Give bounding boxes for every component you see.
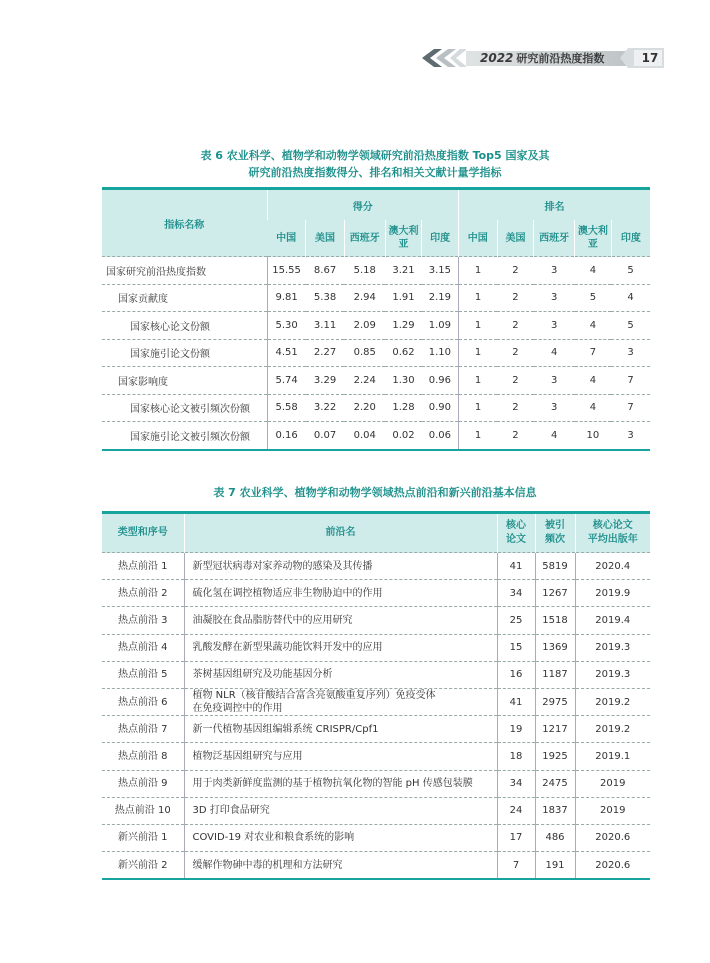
- front-type: 热点前沿 3: [102, 607, 184, 634]
- rank-cell: 3: [611, 422, 650, 450]
- cited-line1: 被引: [545, 520, 565, 531]
- rank-cell: 1: [458, 422, 497, 450]
- score-cell: 1.91: [385, 284, 422, 312]
- table7-header-type: 类型和序号: [102, 514, 184, 553]
- mean-year: 2019.2: [575, 688, 650, 715]
- table6-body: [102, 257, 650, 450]
- score-cell: 1.09: [422, 312, 459, 340]
- table6-caption-line2: 研究前沿热度指数得分、排名和相关文献计量学指标: [248, 166, 502, 179]
- report-year: 2022: [480, 51, 514, 65]
- mean-year: 2019.2: [575, 716, 650, 743]
- mean-year: 2020.6: [575, 824, 650, 851]
- core-papers: 7: [497, 852, 535, 880]
- front-title: 植物泛基因组研究与应用: [192, 750, 303, 762]
- mean-year: 2019.4: [575, 607, 650, 634]
- rank-cell: 4: [534, 339, 575, 367]
- front-title-cell: [184, 716, 497, 743]
- citations: 5819: [535, 553, 575, 580]
- rank-cell: 2: [497, 284, 534, 312]
- core-papers: 25: [497, 607, 535, 634]
- core-papers: 34: [497, 770, 535, 797]
- mean-year: 2019: [575, 797, 650, 824]
- indicator-label: 国家贡献度: [102, 284, 267, 312]
- table-row: [102, 716, 650, 743]
- score-cell: 1.30: [385, 367, 422, 395]
- mean-year: 2019.3: [575, 634, 650, 661]
- table-row: [102, 743, 650, 770]
- citations: 1369: [535, 634, 575, 661]
- citations: 1217: [535, 716, 575, 743]
- front-type: 新兴前沿 1: [102, 824, 184, 851]
- rank-cell: 5: [611, 257, 650, 285]
- table-row: [102, 553, 650, 580]
- front-title: 油凝胶在食品脂肪替代中的应用研究: [192, 614, 353, 626]
- front-title-cell: [184, 580, 497, 607]
- report-name: 研究前沿热度指数: [516, 52, 605, 65]
- rank-cell: 1: [458, 312, 497, 340]
- table-row: [102, 770, 650, 797]
- table-row: [102, 422, 650, 450]
- table-row: [102, 852, 650, 880]
- table-row: [102, 824, 650, 851]
- indicator-label: 国家研究前沿热度指数: [102, 257, 267, 285]
- rank-cell: 2: [497, 422, 534, 450]
- citations: 1925: [535, 743, 575, 770]
- table6-caption: [100, 147, 650, 181]
- score-cell: 5.18: [344, 257, 385, 285]
- rank-cell: 4: [575, 312, 612, 340]
- score-cell: 0.06: [422, 422, 459, 450]
- score-cell: 2.20: [344, 394, 385, 422]
- front-title-cell: [184, 852, 497, 880]
- front-title: 3D 打印食品研究: [192, 805, 270, 817]
- rank-cell: 4: [575, 394, 612, 422]
- core-line2: 论文: [506, 534, 526, 545]
- rank-cell: 7: [611, 367, 650, 395]
- core-papers: 34: [497, 580, 535, 607]
- front-title: 新一代植物基因组编辑系统 CRISPR/Cpf1: [192, 723, 379, 735]
- core-papers: 17: [497, 824, 535, 851]
- score-cell: 0.07: [306, 422, 345, 450]
- score-cell: 5.30: [267, 312, 306, 340]
- front-title-cell: [184, 661, 497, 688]
- score-cell: 0.85: [344, 339, 385, 367]
- table-row: [102, 688, 650, 715]
- front-type: 热点前沿 5: [102, 661, 184, 688]
- table6-caption-line1: 表 6 农业科学、植物学和动物学领域研究前沿热度指数 Top5 国家及其: [200, 149, 550, 162]
- score-cell: 5.58: [267, 394, 306, 422]
- mean-year: 2019.3: [575, 661, 650, 688]
- score-cell: 3.29: [306, 367, 345, 395]
- table6-country-score: 中国: [267, 220, 306, 257]
- table6-header-score: 得分: [267, 190, 458, 220]
- mean-year: 2019: [575, 770, 650, 797]
- mean-year: 2020.4: [575, 553, 650, 580]
- rank-cell: 4: [611, 284, 650, 312]
- front-title-cell: [184, 607, 497, 634]
- score-cell: 0.04: [344, 422, 385, 450]
- front-type: 新兴前沿 2: [102, 852, 184, 880]
- page-number: 17: [641, 51, 659, 65]
- indicator-label: 国家核心论文份额: [102, 312, 267, 340]
- table6-country-score: 西班牙: [344, 220, 385, 257]
- score-cell: 2.27: [306, 339, 345, 367]
- mean-year: 2019.9: [575, 580, 650, 607]
- front-type: 热点前沿 9: [102, 770, 184, 797]
- year-line1: 核心论文: [592, 520, 633, 531]
- table7-header-core: [497, 514, 535, 553]
- score-cell: 2.09: [344, 312, 385, 340]
- table6-country-rank: 西班牙: [534, 220, 575, 257]
- citations: 1187: [535, 661, 575, 688]
- table-row: [102, 394, 650, 422]
- table-row: [102, 580, 650, 607]
- table6-country-rank: 印度: [611, 220, 650, 257]
- rank-cell: 4: [534, 422, 575, 450]
- core-papers: 41: [497, 688, 535, 715]
- front-title-line2: 在免疫调控中的作用: [192, 703, 283, 715]
- rank-cell: 3: [534, 312, 575, 340]
- rank-cell: 2: [497, 312, 534, 340]
- front-title: 硫化氢在调控植物适应非生物胁迫中的作用: [192, 587, 383, 599]
- rank-cell: 5: [575, 284, 612, 312]
- table-row: [102, 312, 650, 340]
- rank-cell: 4: [575, 257, 612, 285]
- score-cell: 1.10: [422, 339, 459, 367]
- front-type: 热点前沿 6: [102, 688, 184, 715]
- front-type: 热点前沿 8: [102, 743, 184, 770]
- score-cell: 3.21: [385, 257, 422, 285]
- front-title-cell: [184, 688, 497, 715]
- front-title: 植物 NLR（核苷酸结合富含亮氨酸重复序列）免疫受体: [192, 690, 436, 702]
- rank-cell: 10: [575, 422, 612, 450]
- table6-country-rank: 澳大利亚: [575, 220, 612, 257]
- indicator-label: 国家施引论文份额: [102, 339, 267, 367]
- double-chevron-left-icon: [420, 49, 466, 67]
- page-header: [420, 45, 660, 71]
- table6-country-score: 美国: [306, 220, 345, 257]
- front-title: 乳酸发酵在新型果蔬功能饮料开发中的应用: [192, 642, 383, 654]
- table7-header-year: [575, 514, 650, 553]
- front-title-cell: [184, 770, 497, 797]
- rank-cell: 1: [458, 339, 497, 367]
- front-title-cell: [184, 824, 497, 851]
- score-cell: 0.02: [385, 422, 422, 450]
- core-papers: 24: [497, 797, 535, 824]
- rank-cell: 2: [497, 339, 534, 367]
- front-title-cell: [184, 743, 497, 770]
- table6-country-score: 印度: [422, 220, 459, 257]
- rank-cell: 1: [458, 394, 497, 422]
- table6-country-score: 澳大利亚: [385, 220, 422, 257]
- front-title-cell: [184, 553, 497, 580]
- table-row: [102, 339, 650, 367]
- rank-cell: 7: [611, 394, 650, 422]
- front-type: 热点前沿 1: [102, 553, 184, 580]
- header-title-bar: [466, 51, 626, 66]
- table-row: [102, 284, 650, 312]
- score-cell: 9.81: [267, 284, 306, 312]
- citations: 191: [535, 852, 575, 880]
- front-title: COVID-19 对农业和粮食系统的影响: [192, 832, 355, 844]
- cited-line2: 频次: [545, 534, 565, 545]
- front-type: 热点前沿 4: [102, 634, 184, 661]
- citations: 1837: [535, 797, 575, 824]
- rank-cell: 2: [497, 257, 534, 285]
- mean-year: 2019.1: [575, 743, 650, 770]
- core-papers: 19: [497, 716, 535, 743]
- citations: 2475: [535, 770, 575, 797]
- front-title: 茶树基因组研究及功能基因分析: [192, 669, 333, 681]
- rank-cell: 3: [534, 367, 575, 395]
- score-cell: 0.62: [385, 339, 422, 367]
- core-papers: 15: [497, 634, 535, 661]
- rank-cell: 3: [534, 257, 575, 285]
- citations: 2975: [535, 688, 575, 715]
- score-cell: 1.28: [385, 394, 422, 422]
- table-row: [102, 257, 650, 285]
- score-cell: 4.51: [267, 339, 306, 367]
- score-cell: 2.24: [344, 367, 385, 395]
- rank-cell: 4: [575, 367, 612, 395]
- score-cell: 3.15: [422, 257, 459, 285]
- front-title: 缓解作物砷中毒的机理和方法研究: [192, 859, 343, 871]
- score-cell: 3.11: [306, 312, 345, 340]
- table6-header-rank: 排名: [458, 190, 650, 220]
- indicator-label: 国家施引论文被引频次份额: [102, 422, 267, 450]
- score-cell: 0.90: [422, 394, 459, 422]
- score-cell: 3.22: [306, 394, 345, 422]
- front-type: 热点前沿 10: [102, 797, 184, 824]
- table-row: [102, 367, 650, 395]
- indicator-label: 国家核心论文被引频次份额: [102, 394, 267, 422]
- table6: [102, 187, 650, 451]
- core-papers: 41: [497, 553, 535, 580]
- score-cell: 15.55: [267, 257, 306, 285]
- front-type: 热点前沿 7: [102, 716, 184, 743]
- rank-cell: 3: [611, 339, 650, 367]
- table7: [102, 511, 650, 880]
- year-line2: 平均出版年: [587, 534, 638, 545]
- core-line1: 核心: [506, 520, 526, 531]
- table7-body: [102, 553, 650, 880]
- citations: 486: [535, 824, 575, 851]
- table6-header-indicator: 指标名称: [102, 190, 267, 257]
- rank-cell: 3: [534, 284, 575, 312]
- citations: 1518: [535, 607, 575, 634]
- table7-caption: 表 7 农业科学、植物学和动物学领域热点前沿和新兴前沿基本信息: [213, 486, 537, 499]
- table7-header-cited: [535, 514, 575, 553]
- score-cell: 2.94: [344, 284, 385, 312]
- mean-year: 2020.6: [575, 852, 650, 880]
- score-cell: 5.38: [306, 284, 345, 312]
- rank-cell: 2: [497, 367, 534, 395]
- front-title-cell: [184, 634, 497, 661]
- front-type: 热点前沿 2: [102, 580, 184, 607]
- table7-header-title: 前沿名: [184, 514, 497, 553]
- score-cell: 0.16: [267, 422, 306, 450]
- core-papers: 16: [497, 661, 535, 688]
- table-row: [102, 607, 650, 634]
- rank-cell: 1: [458, 367, 497, 395]
- rank-cell: 3: [534, 394, 575, 422]
- table6-country-rank: 美国: [497, 220, 534, 257]
- table6-country-rank: 中国: [458, 220, 497, 257]
- core-papers: 18: [497, 743, 535, 770]
- table-row: [102, 661, 650, 688]
- score-cell: 8.67: [306, 257, 345, 285]
- score-cell: 1.29: [385, 312, 422, 340]
- score-cell: 5.74: [267, 367, 306, 395]
- rank-cell: 7: [575, 339, 612, 367]
- report-title: [480, 51, 604, 66]
- rank-cell: 1: [458, 284, 497, 312]
- rank-cell: 5: [611, 312, 650, 340]
- rank-cell: 2: [497, 394, 534, 422]
- citations: 1267: [535, 580, 575, 607]
- rank-cell: 1: [458, 257, 497, 285]
- indicator-label: 国家影响度: [102, 367, 267, 395]
- score-cell: 0.96: [422, 367, 459, 395]
- front-title-cell: [184, 797, 497, 824]
- front-title: 用于肉类新鲜度监测的基于植物抗氧化物的智能 pH 传感包装膜: [192, 778, 473, 790]
- score-cell: 2.19: [422, 284, 459, 312]
- table-row: [102, 634, 650, 661]
- front-title: 新型冠状病毒对家养动物的感染及其传播: [192, 560, 373, 572]
- table-row: [102, 797, 650, 824]
